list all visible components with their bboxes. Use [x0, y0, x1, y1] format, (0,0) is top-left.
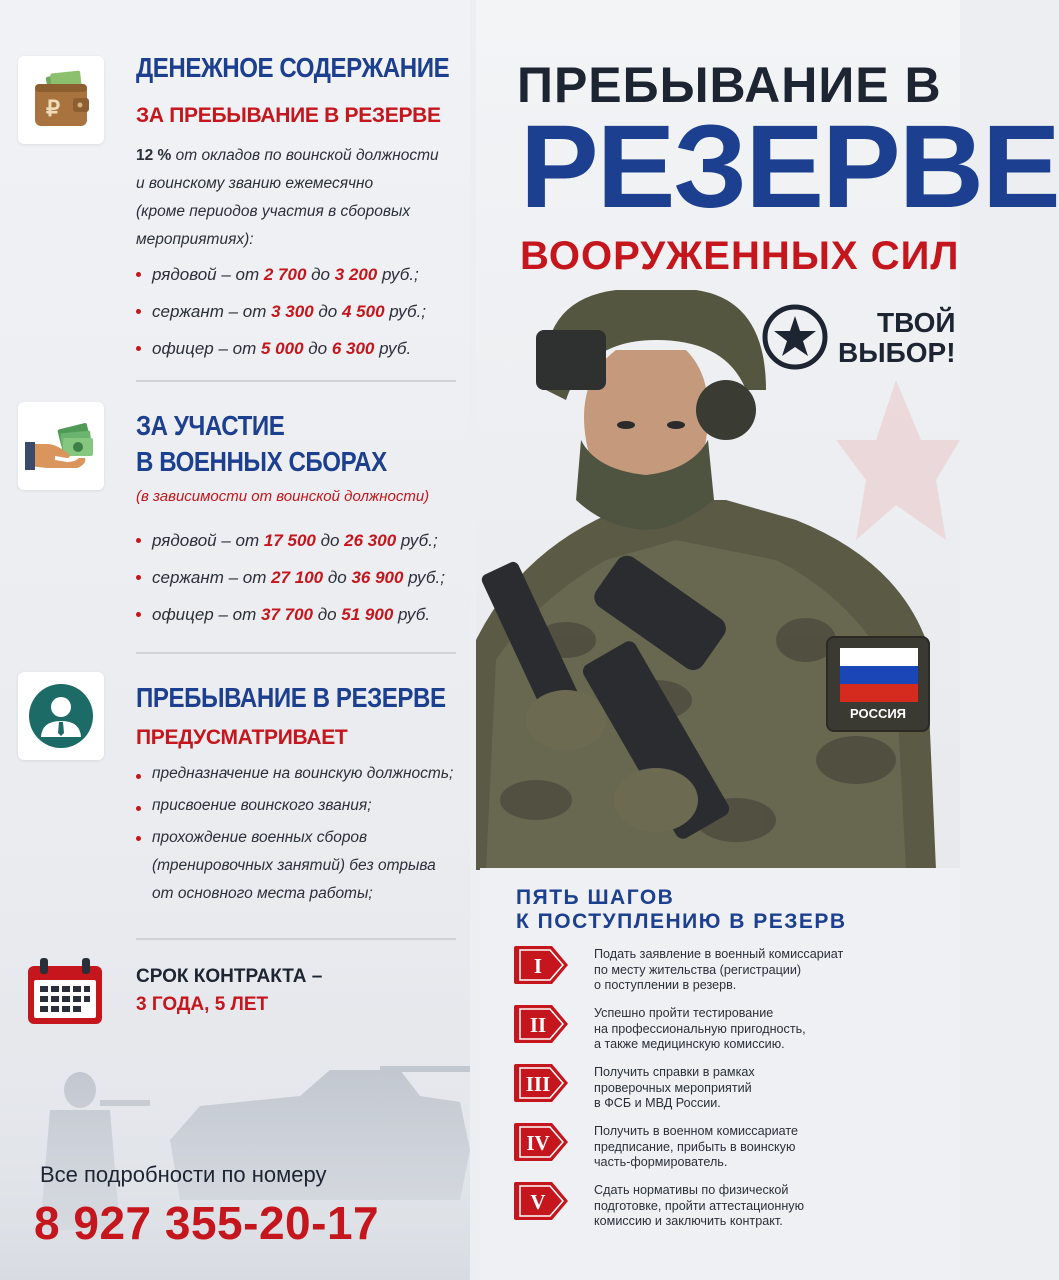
- russia-flag-icon: [840, 648, 918, 702]
- section-divider: [136, 652, 456, 654]
- list-item: сержант – от 27 100 до 36 900 руб.;: [136, 559, 445, 596]
- russia-patch: [826, 636, 930, 732]
- provides-list: [136, 758, 453, 908]
- wallet-icon-box: [18, 56, 104, 144]
- provides-subtitle: ПРЕДУСМАТРИВАЕТ: [136, 726, 348, 749]
- list-item: офицер – от 5 000 до 6 300 руб.: [136, 330, 426, 367]
- choice-slogan: ТВОЙ ВЫБОР!: [838, 307, 956, 368]
- step-badge: [512, 1180, 570, 1222]
- money-subtitle: ЗА ПРЕБЫВАНИЕ В РЕЗЕРВЕ: [136, 104, 441, 127]
- list-item: прохождение военных сборов (тренировочных занятий) без отрыва от основного места работы;: [136, 822, 453, 908]
- percent-value: 12 %: [136, 147, 172, 164]
- step-number: II: [529, 1013, 547, 1037]
- person-icon-box: [18, 672, 104, 760]
- hand-money-icon: [25, 414, 97, 478]
- contract-label: СРОК КОНТРАКТА –: [136, 966, 323, 987]
- patch-label: РОССИЯ: [849, 706, 907, 721]
- section-divider: [136, 938, 456, 940]
- hand-money-icon-box: [18, 402, 104, 490]
- desc-line-4: мероприятиях):: [136, 231, 254, 248]
- section-divider: [136, 380, 456, 382]
- step-badge: [512, 1121, 570, 1163]
- list-item: рядовой – от 17 500 до 26 300 руб.;: [136, 522, 445, 559]
- contact-label: Все подробности по номеру: [40, 1162, 327, 1187]
- camps-title-line2: В ВОЕННЫХ СБОРАХ: [136, 446, 387, 477]
- step-number: IV: [526, 1131, 550, 1155]
- money-list: [136, 256, 426, 367]
- list-item: предназначение на воинскую должность;: [136, 758, 453, 790]
- calendar-icon: [26, 958, 104, 1031]
- step-text: Получить справки в рамках проверочных мероприятий в ФСБ и МВД России.: [594, 1065, 755, 1110]
- step-number: I: [533, 954, 543, 978]
- step-number: III: [525, 1072, 551, 1096]
- list-item: рядовой – от 2 700 до 3 200 руб.;: [136, 256, 426, 293]
- step-badge: [512, 1003, 570, 1045]
- list-item: офицер – от 37 700 до 51 900 руб.: [136, 596, 445, 633]
- camps-list: [136, 522, 445, 633]
- step-text: Получить в военном комиссариате предписание, прибыть в воинскую часть-формирователь.: [594, 1124, 799, 1169]
- list-item: сержант – от 3 300 до 4 500 руб.;: [136, 293, 426, 330]
- step-text: Сдать нормативы по физической подготовке, пройти аттестационную комиссию и заключить контракт.: [594, 1183, 805, 1228]
- money-title: ДЕНЕЖНОЕ СОДЕРЖАНИЕ: [136, 52, 450, 83]
- svg-text:₽: ₽: [46, 96, 60, 121]
- step-text: Успешно пройти тестирование на профессиональную пригодность, а также медицинскую комиссию.: [594, 1006, 806, 1051]
- step-text: Подать заявление в военный комиссариат по месту жительства (регистрации) о поступлении в резерв.: [594, 947, 844, 992]
- hero-title-line1: ПРЕБЫВАНИЕ В: [517, 57, 942, 113]
- step-number: V: [530, 1190, 546, 1214]
- star-circle-icon: [762, 304, 828, 370]
- step-badge: [512, 1062, 570, 1104]
- phone-number-link[interactable]: 8 927 355-20-17: [34, 1197, 380, 1249]
- hero-title-line3: ВООРУЖЕННЫХ СИЛ: [520, 234, 960, 278]
- desc-line-2: и воинскому званию ежемесячно: [136, 175, 374, 192]
- desc-line-3: (кроме периодов участия в сборовых: [136, 203, 411, 220]
- camps-title-line1: ЗА УЧАСТИЕ: [136, 410, 285, 441]
- wallet-ruble-icon: [29, 68, 93, 132]
- hero-title-line2: РЕЗЕРВЕ: [520, 101, 1059, 233]
- camps-note: (в зависимости от воинской должности): [136, 488, 430, 505]
- person-tie-icon: [28, 683, 94, 749]
- steps-title: ПЯТЬ ШАГОВ К ПОСТУПЛЕНИЮ В РЕЗЕРВ: [516, 886, 847, 933]
- step-badge: [512, 944, 570, 986]
- list-item: присвоение воинского звания;: [136, 790, 453, 822]
- provides-title: ПРЕБЫВАНИЕ В РЕЗЕРВЕ: [136, 682, 446, 713]
- desc-line-1: от окладов по воинской должности: [171, 147, 439, 164]
- money-description: [136, 142, 439, 254]
- contract-value: 3 ГОДА, 5 ЛЕТ: [136, 994, 269, 1015]
